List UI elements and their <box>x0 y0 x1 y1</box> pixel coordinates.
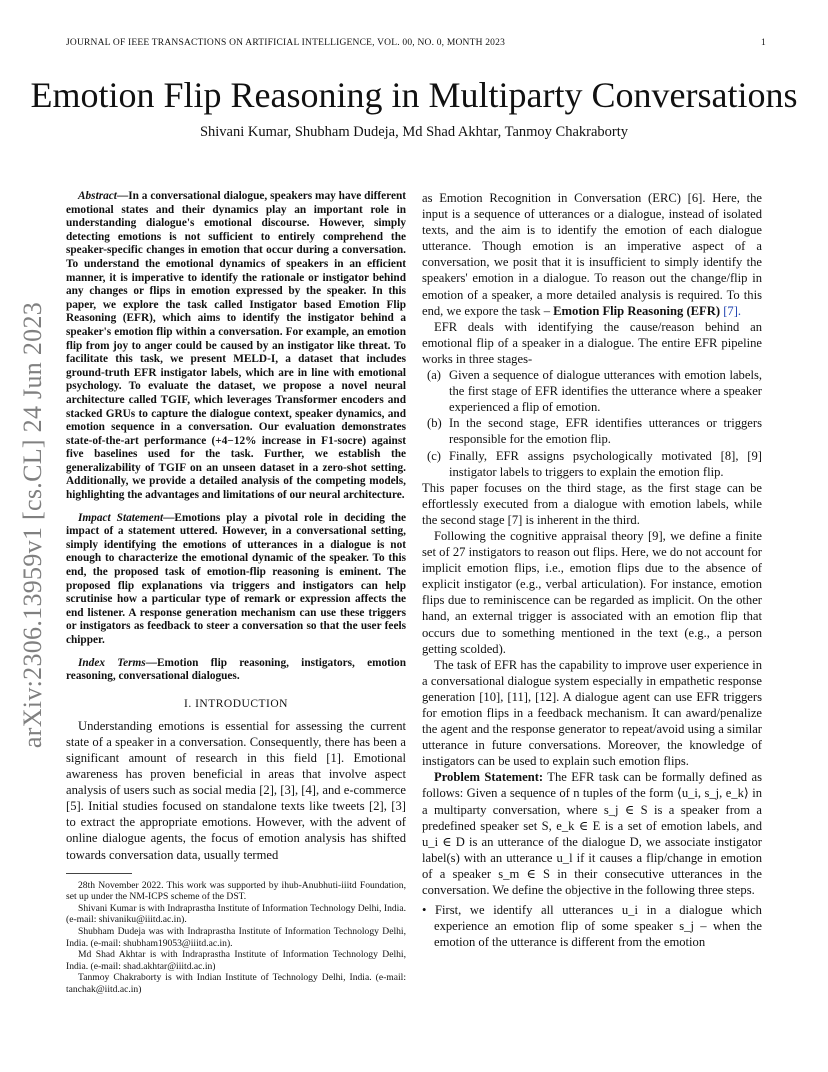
footnote-item: Shubham Dudeja was with Indraprastha Institute of Information Technology Delhi, India. (e-mail: shubham19053@iiitd.ac.in). <box>66 926 406 949</box>
paper-title: Emotion Flip Reasoning in Multiparty Conversations <box>30 75 798 115</box>
footnote-item: Md Shad Akhtar is with Indraprastha Institute of Information Technology Delhi, India. (e-mail: shad.akhtar@iiitd.ac.in) <box>66 949 406 972</box>
abstract-text: In a conversational dialogue, speakers may have different emotional states and their dynamics play an important role in understanding dialogue's emotional discourse. However, simply detecting emotions is not sufficient to entirely comprehend the speaker-specific changes in emotion that occur during a conversation. To understand the emotional dynamics of speakers in an efficient manner, it is imperative to identify the rationale or instigator behind any changes or flips in emotion expressed by the speaker. In this paper, we explore the task called Instigator based Emotion Flip Reasoning (EFR), which aims to identify the instigator behind a speaker's emotion flip within a conversation. For example, an emotion flip from joy to anger could be caused by an instigator like threat. To facilitate this task, we present MELD-I, a dataset that includes ground-truth EFR instigator labels, which are in line with emotional psychology. To evaluate the dataset, we propose a novel neural architecture called TGIF, which leverages Transformer encoders and stacked GRUs to capture the dialogue context, speaker dynamics, and emotion sequence in a conversation. Our evaluation demonstrates state-of-the-art performance (+4−12% increase in F1-socre) against five baselines used for the task. Further, we establish the generalizability of TGIF on an unseen dataset in a zero-shot setting. Additionally, we provide a detailed analysis of the competing models, highlighting the advantages and limitations of our neural architecture. <box>66 190 406 502</box>
footnote-divider <box>66 873 132 874</box>
footnotes <box>66 880 406 996</box>
author-list: Shivani Kumar, Shubham Dudeja, Md Shad Akhtar, Tanmoy Chakraborty <box>199 124 629 140</box>
intro-paragraph-1-cont <box>422 190 762 319</box>
stage-list <box>422 367 762 480</box>
citation: [7]. <box>723 303 742 318</box>
stage-label: (c) <box>427 448 441 463</box>
impact-label: Impact Statement <box>78 511 164 524</box>
problem-statement-text: The EFR task can be formally defined as follows: Given a sequence of n tuples of the form ⟨u_i, s_j, e_k⟩ in a multiparty conversation, where s_j ∈ S is a speaker from a predefined speaker set S, e_k ∈ E is a set of emotion labels, and u_i ∈ D is an utterance of the dialogue D, we associate instigator label(s) with an utterance u_l if it causes a flip/change in emotion of a speaker s_m ∈ S in their consecutive utterances in the conversation. We define the objective in the following three steps. <box>422 770 762 898</box>
journal-name: JOURNAL OF IEEE TRANSACTIONS ON ARTIFICIAL INTELLIGENCE, VOL. 00, NO. 0, MONTH 2023 <box>66 38 506 48</box>
intro-paragraph-1: Understanding emotions is essential for assessing the current state of a speaker in a conversation. Consequently, there has been a significant amount of research in this field [1]. Emotional awareness has proven beneficial in areas that involve aspect analysis of users such as social media [2], [3], [4], and e-commerce [5]. Initial studies focused on standalone texts like tweets [2], [3] to extract the appropriate emotions. However, with the advent of online dialogue agents, the focus of emotion analysis has shifted towards conversation data, usually termed <box>66 718 406 862</box>
stage-text: Given a sequence of dialogue utterances with emotion labels, the first stage of EFR identifies the utterance where a speaker experienced a flip of emotion. <box>449 368 762 415</box>
running-header <box>66 38 766 48</box>
stage-text: In the second stage, EFR identifies utterances or triggers responsible for the emotion flip. <box>449 416 762 447</box>
index-terms-label: Index Terms <box>78 656 146 669</box>
page-number: 1 <box>761 38 766 48</box>
arxiv-stamp-container <box>8 290 58 760</box>
left-column <box>66 190 406 996</box>
efr-term: Emotion Flip Reasoning (EFR) <box>553 303 721 318</box>
footnote-item: Tanmoy Chakraborty is with Indian Institute of Technology Delhi, India. (e-mail: tanchak@iitd.ac.in) <box>66 972 406 995</box>
objective-bullet-1: • First, we identify all utterances u_i in a dialogue which experience an emotion flip of some speaker s_j – when the emotion of the utterance is different from the emotion <box>422 903 762 950</box>
section-heading-introduction: I. INTRODUCTION <box>184 697 288 710</box>
problem-statement-label: Problem Statement: <box>434 770 544 785</box>
stage-label: (a) <box>427 368 441 383</box>
arxiv-stamp: arXiv:2306.13959v1 [cs.CL] 24 Jun 2023 <box>18 301 48 749</box>
stage-label: (b) <box>427 416 442 431</box>
impact-text: Emotions play a pivotal role in deciding the impact of a statement uttered. However, in a conversational setting, simply identifying the emotions of utterances in a dialogue is not enough to characterize the emotional dynamic of the speaker. To this end, the proposed task of emotion-flip reasoning is eminent. The proposed flip explanations via triggers and instigators can help scrutinise how a particular type of remark or expression affects the end listener. A response generation mechanism can use these triggers or instigators as feedback to steer a conversation so that the user feels chipper. <box>66 511 407 646</box>
intro-paragraph-3: This paper focuses on the third stage, as the first stage can be effortlessly executed from a dialogue with emotion labels, while the second stage [7] is inherent in the third. <box>422 480 762 527</box>
footnote-item: 28th November 2022. This work was supported by ihub-Anubhuti-iiitd Foundation, set up under the NM-ICPS scheme of the DST. <box>66 879 406 903</box>
intro-paragraph-5: The task of EFR has the capability to improve user experience in a conversational dialogue system especially in empathetic response generation [10], [11], [12]. A dialogue agent can use EFR triggers for emotion flips in a feedback mechanism. It can award/penalize the agent and the response generator to repeat/avoid using a similar utterance in future conversations. Moreover, the knowledge of instigators can be used to explain such emotion flips. <box>422 657 762 769</box>
impact-statement: Impact Statement—Emotions play a pivotal role in deciding the impact of a statement uttered. However, in a conversational setting, simply identifying the emotions of utterances in a dialogue is not enough to characterize the emotional dynamic of the speaker. To this end, the proposed task of emotion-flip reasoning is eminent. The proposed flip explanations via triggers and instigators can help scrutinise how a particular type of remark or expression affects the end listener. A response generation mechanism can use these triggers or instigators as feedback to steer a conversation so that the user feels chipper. <box>66 511 407 646</box>
intro-paragraph-2: EFR deals with identifying the cause/reason behind an emotional flip of a speaker in a dialogue. The entire EFR pipeline works in three stages- <box>422 319 762 366</box>
abstract-label: Abstract <box>78 190 117 202</box>
bullet-text: First, we identify all utterances u_i in a dialogue which experience an emotion flip of some speaker s_j – when the emotion of the utterance is different from the emotion <box>434 903 762 950</box>
stage-item <box>422 448 762 480</box>
right-column <box>422 190 762 950</box>
index-terms: Index Terms—Emotion flip reasoning, instigators, emotion reasoning, conversational dialogues. <box>66 656 406 683</box>
intro-paragraph-4: Following the cognitive appraisal theory [9], we define a finite set of 27 instigators to reason out flips. Here, we do not account for implicit emotion flips, i.e., emotion flips due to the absence of explicit instigator (e.g., verbal articulation). For instance, emotion flips due to reminiscence can be regarded as implicit. On the other hand, an external trigger is associated with an emotion flip that occurs due to something mentioned in the text (e.g., a person getting scolded). <box>422 528 762 656</box>
abstract: Abstract—In a conversational dialogue, speakers may have different emotional states and their dynamics play an important role in understanding dialogue's emotional discourse. However, simply detecting emotions is not sufficient to entirely comprehend the speaker-specific changes in emotion that occur during a conversation. To understand the emotional dynamics of speakers in an efficient manner, it is imperative to identify the rationale or instigator behind any changes or flips in emotion expressed by the speaker. In this paper, we explore the task called Instigator based Emotion Flip Reasoning (EFR), which aims to identify the instigator behind a speaker's emotion flip within a conversation. For example, an emotion flip from joy to anger could be caused by an instigator like threat. To facilitate this task, we present MELD-I, a dataset that includes ground-truth EFR instigator labels, which are in line with emotional psychology. To evaluate the dataset, we propose a novel neural architecture called TGIF, which leverages Transformer encoders and stacked GRUs to capture the dialogue context, speaker dynamics, and emotion sequence in a conversation. Our evaluation demonstrates state-of-the-art performance (+4−12% increase in F1-socre) against five baselines used for the task. Further, we establish the generalizability of TGIF on an unseen dataset in a zero-shot setting. Additionally, we provide a detailed analysis of the competing models, highlighting the advantages and limitations of our neural architecture. <box>66 190 406 502</box>
stage-item <box>422 367 762 415</box>
stage-text: Finally, EFR assigns psychologically motivated [8], [9] instigator labels to triggers to explain the emotion flip. <box>449 448 762 479</box>
problem-statement-paragraph <box>422 769 762 898</box>
paragraph-text: as Emotion Recognition in Conversation (ERC) [6]. Here, the input is a sequence of utterances or a dialogue, instead of isolated texts, and the aim is to identify the emotion of each dialogue utterance. Though emotion is an imperative aspect of a conversation, we posit that it is insufficient to simply identify the speakers' emotion in a dialogue. To reason out the change/flip in emotion of a speaker, a more detailed analysis is required. To this end, we expore the task – <box>422 191 762 318</box>
footnote-item: Shivani Kumar is with Indraprastha Institute of Information Technology Delhi, India. (e-mail: shivaniku@iiitd.ac.in). <box>66 902 406 926</box>
index-terms-text: Emotion flip reasoning, instigators, emotion reasoning, conversational dialogues. <box>66 656 406 683</box>
stage-item <box>422 415 762 447</box>
